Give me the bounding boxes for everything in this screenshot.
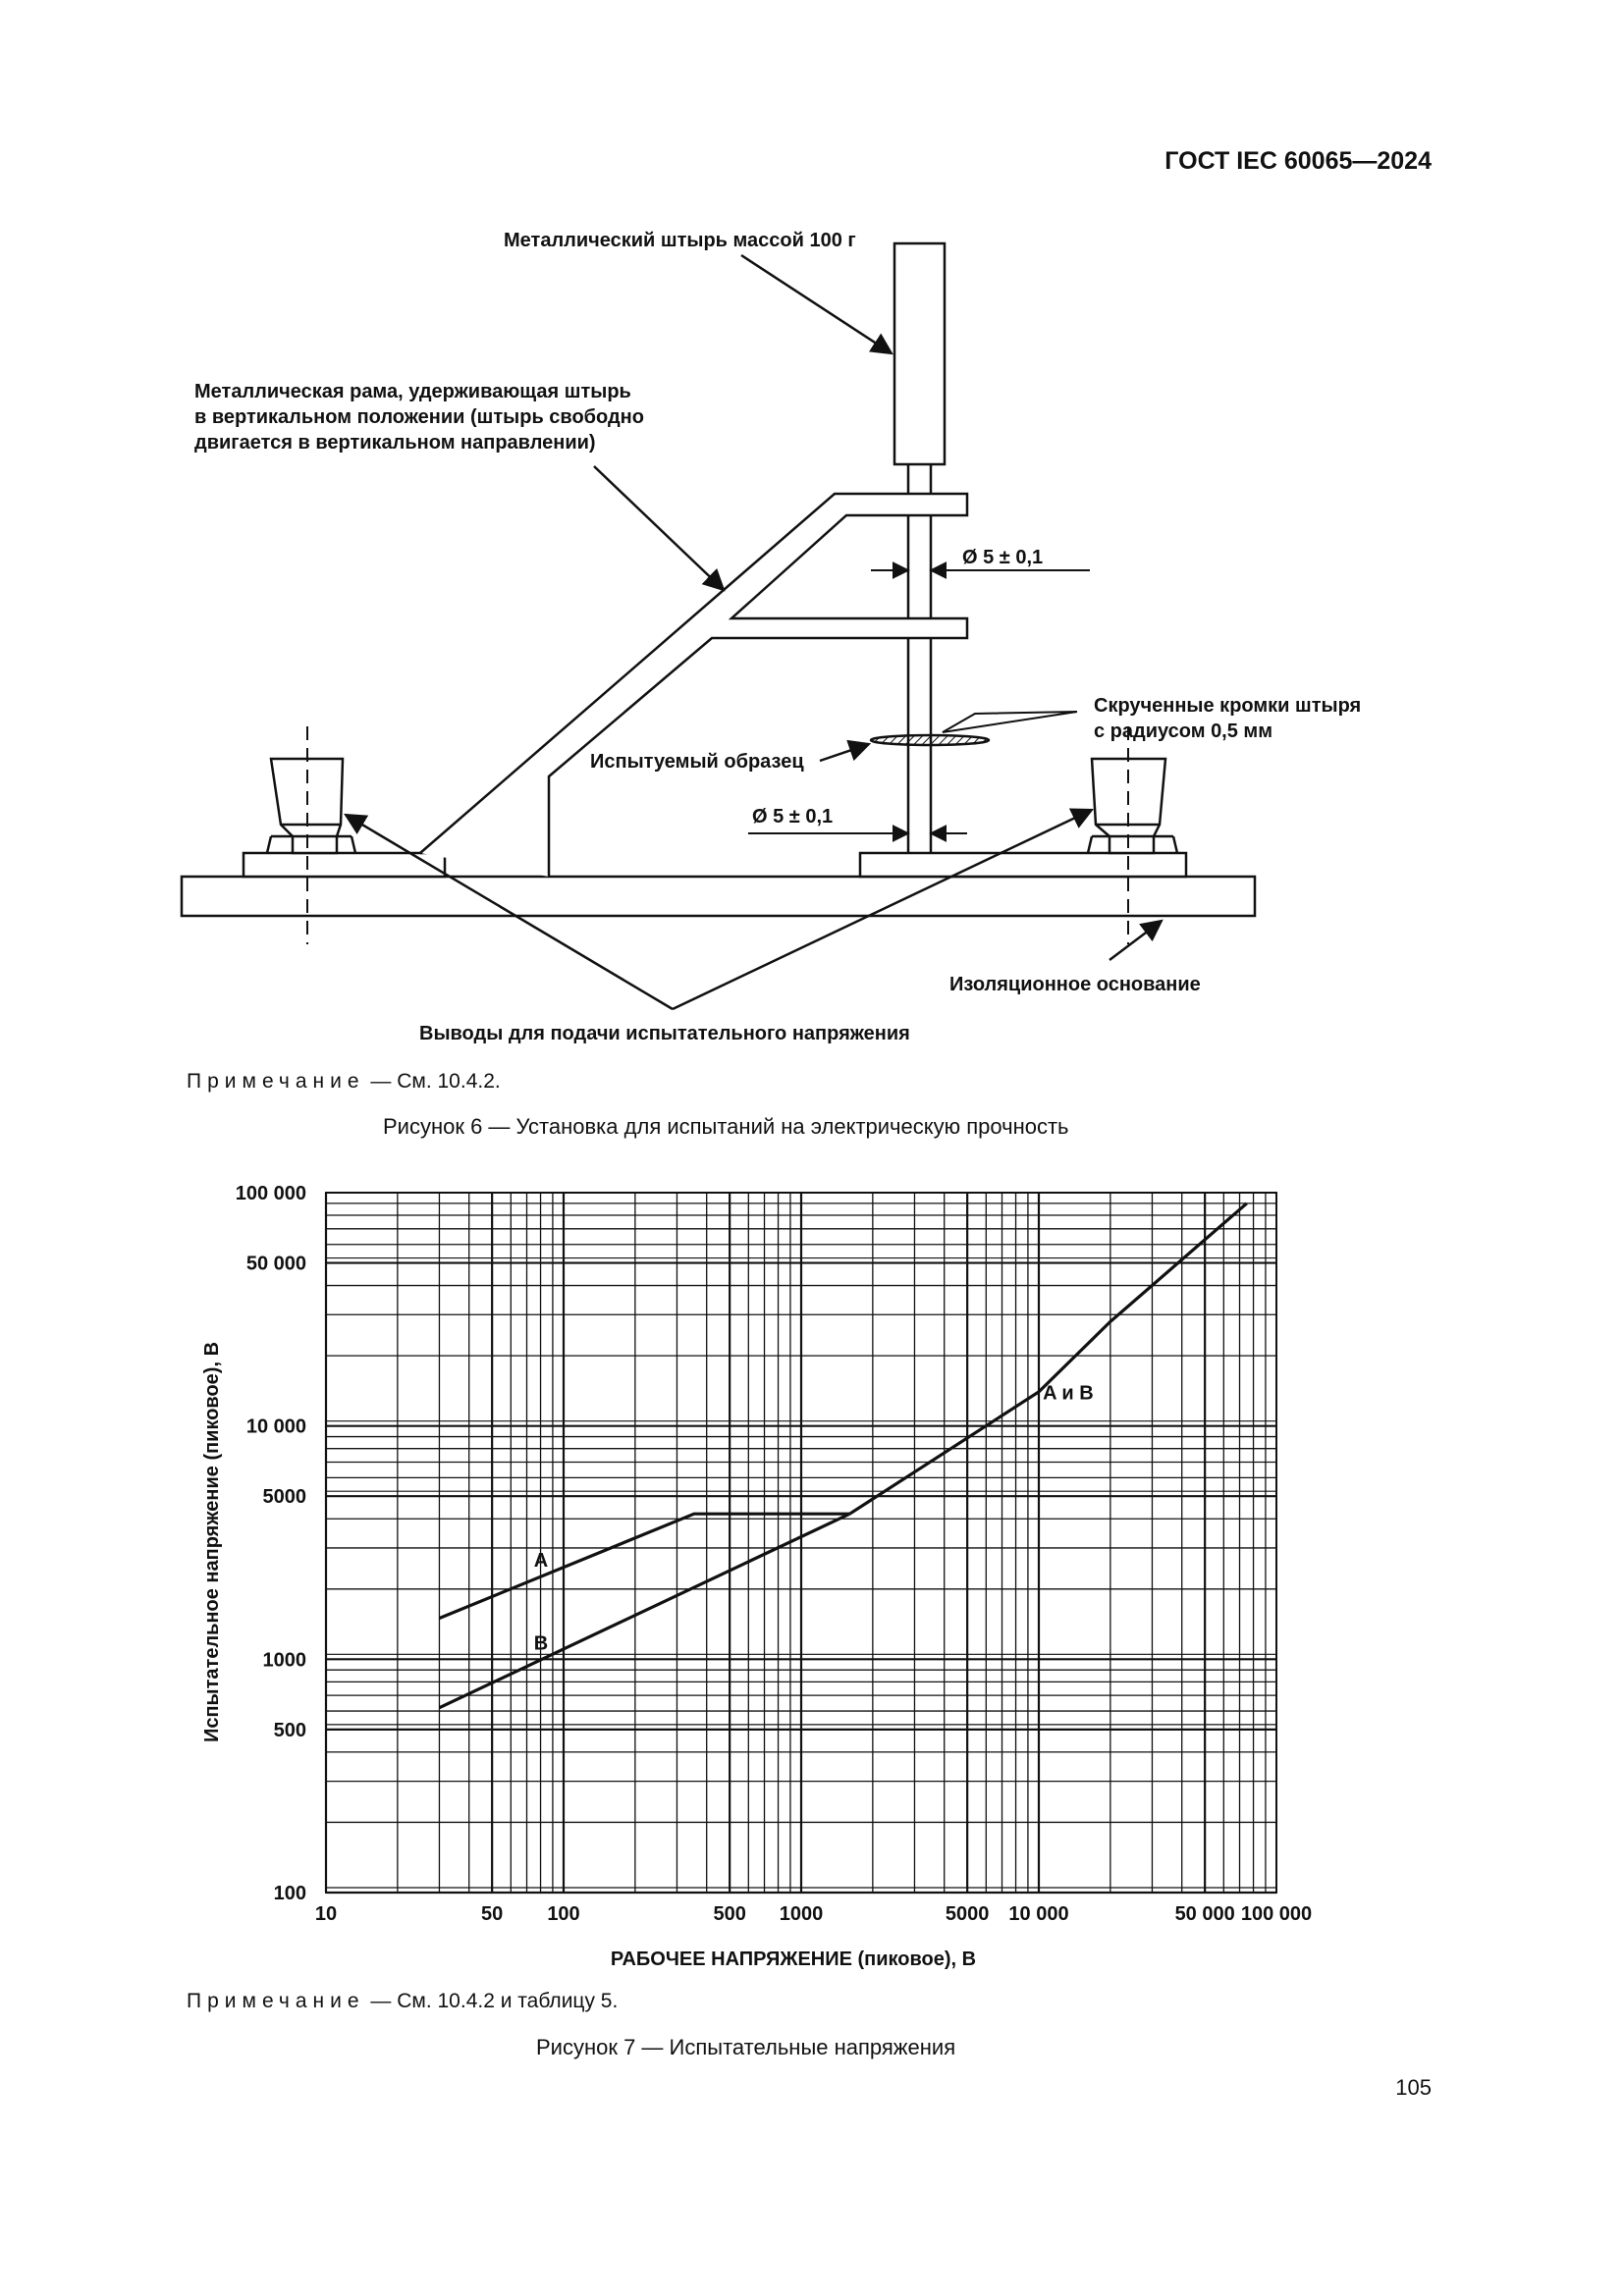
test-sample [871,735,989,745]
pin-leader [741,255,892,353]
chart-grid [326,1193,1276,1893]
x-axis-label: РАБОЧЕЕ НАПРЯЖЕНИЕ (пиковое), В [610,1949,977,1970]
insulating-base [182,877,1255,916]
figure6-note-text: — См. 10.4.2. [364,1070,501,1093]
insulating-base-label: Изоляционное основание [949,974,1201,995]
figure7-note-text: — См. 10.4.2 и таблицу 5. [364,1990,619,2012]
figure6-note [187,1070,501,1094]
test-setup-diagram [0,0,1624,1060]
series-label: A [533,1549,549,1572]
test-voltage-chart [0,1158,1624,1983]
pin-base-plate [860,853,1186,877]
upper-diameter-dimension: Ø 5 ± 0,1 [962,547,1044,568]
pin-label: Металлический штырь массой 100 г [504,230,856,251]
x-tick-label: 1000 [779,1903,824,1925]
x-tick-label: 100 000 [1240,1903,1313,1925]
figure7-caption: Рисунок 7 — Испытательные напряжения [536,2035,956,2059]
page-number: 105 [1395,2075,1432,2100]
y-tick-label: 50 000 [245,1253,306,1275]
document-id: ГОСТ IEC 60065—2024 [1164,147,1432,175]
y-tick-label: 10 000 [245,1415,306,1438]
chart-ticks [236,1183,1312,1925]
edges-leader [943,712,1077,732]
lower-diameter-dimension: Ø 5 ± 0,1 [752,806,834,828]
series-label: A и B [1043,1382,1094,1405]
series-line-A-и-B [849,1203,1246,1514]
y-tick-label: 500 [273,1719,306,1741]
metal-frame [420,494,967,877]
sample-leader [820,744,869,761]
x-tick-label: 5000 [945,1903,990,1925]
y-tick-label: 100 [273,1883,306,1904]
chart-series [440,1203,1247,1708]
x-tick-label: 50 000 [1174,1903,1235,1925]
series-label: B [533,1632,549,1655]
twisted-edges-label-line2: с радиусом 0,5 мм [1094,721,1273,742]
figure6-note-label: Примечание [187,1070,365,1093]
series-line-A [440,1514,850,1618]
pin-weight [894,243,945,464]
base-leader [1110,921,1162,960]
figure7-note [187,1990,618,2013]
frame-label-line1: Металлическая рама, удерживающая штырь [194,381,631,402]
frame-label-line3: двигается в вертикальном направлении) [194,432,596,454]
y-tick-label: 5000 [262,1486,306,1509]
x-tick-label: 10 [314,1903,338,1925]
test-sample-label: Испытуемый образец [590,751,804,773]
terminals-label: Выводы для подачи испытательного напряжения [419,1023,910,1044]
frame-label-line2: в вертикальном положении (штырь свободно [194,406,644,428]
x-tick-label: 50 [481,1903,504,1925]
figure6-caption: Рисунок 6 — Установка для испытаний на электрическую прочность [383,1114,1069,1139]
twisted-edges-label-line1: Скрученные кромки штыря [1094,695,1362,717]
figure7-note-label: Примечание [187,1990,365,2012]
x-tick-label: 100 [547,1903,580,1925]
y-axis-label: Испытательное напряжение (пиковое), В [201,1341,223,1743]
y-tick-label: 100 000 [235,1183,306,1204]
series-line-B [440,1514,850,1708]
x-tick-label: 500 [713,1903,746,1925]
frame-leader [594,466,724,590]
y-tick-label: 1000 [262,1649,306,1672]
x-tick-label: 10 000 [1008,1903,1069,1925]
